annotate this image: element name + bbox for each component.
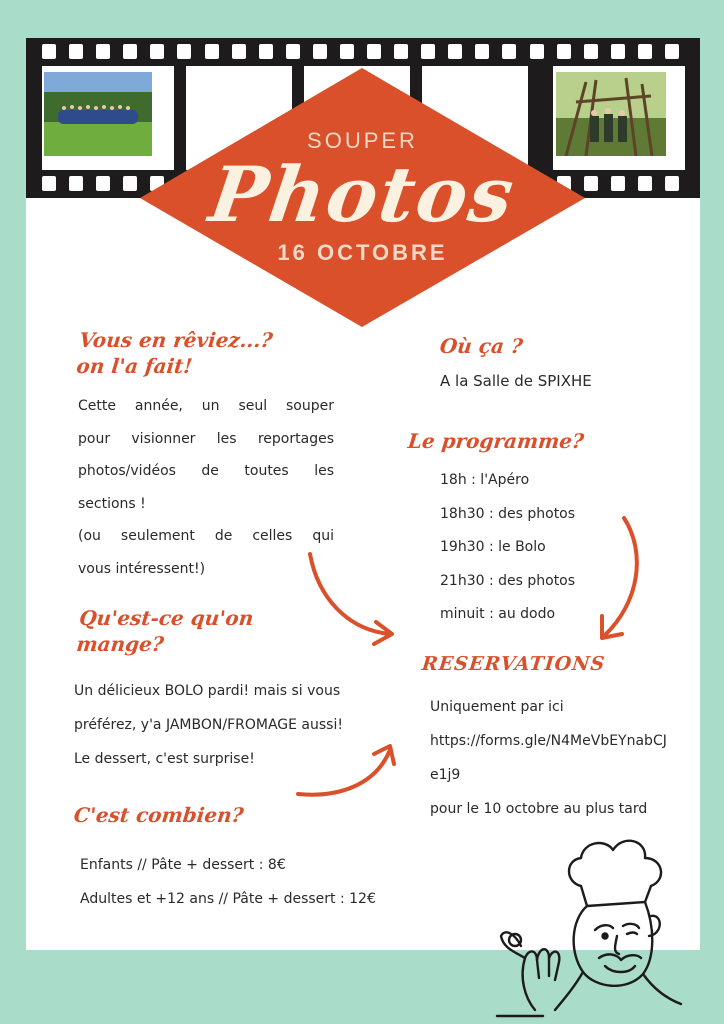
program-item: 21h30 : des photos xyxy=(440,572,576,589)
film-hole xyxy=(638,176,652,191)
intro-heading-line2: on l'a fait! xyxy=(75,354,194,378)
film-hole xyxy=(259,44,273,59)
film-hole xyxy=(42,176,56,191)
film-hole xyxy=(665,176,679,191)
chef-illustration-icon xyxy=(495,828,685,1018)
intro-line: (ou seulement de celles qui xyxy=(78,528,334,544)
reservations-heading: RESERVATIONS xyxy=(420,653,607,675)
where-text: A la Salle de SPIXHE xyxy=(440,372,592,390)
intro-line: pour visionner les reportages xyxy=(78,430,334,447)
program-heading: Le programme? xyxy=(406,429,586,453)
film-hole xyxy=(313,44,327,59)
program-item: minuit : au dodo xyxy=(440,606,556,622)
film-hole xyxy=(421,44,435,59)
intro-heading xyxy=(75,327,274,379)
price-line: Enfants // Pâte + dessert : 8€ xyxy=(80,857,286,873)
group-photo-left xyxy=(44,72,152,156)
film-hole xyxy=(611,176,625,191)
reservations-line: Uniquement par ici xyxy=(430,699,564,715)
film-hole xyxy=(286,44,300,59)
film-hole xyxy=(232,44,246,59)
price-list xyxy=(80,848,410,916)
header-kicker: SOUPER xyxy=(307,128,418,153)
program-item: 18h : l'Apéro xyxy=(440,472,530,488)
film-hole xyxy=(584,44,598,59)
film-hole xyxy=(205,44,219,59)
film-hole xyxy=(394,44,408,59)
food-heading-line1: Qu'est-ce qu'on xyxy=(78,606,255,630)
event-date: 16 OCTOBRE xyxy=(277,240,448,265)
intro-heading-line1: Vous en rêviez...? xyxy=(78,328,274,352)
film-hole xyxy=(611,44,625,59)
price-heading: C'est combien? xyxy=(72,803,245,827)
food-heading xyxy=(75,605,254,657)
film-hole xyxy=(96,44,110,59)
curved-arrow-icon xyxy=(590,512,650,642)
film-hole xyxy=(530,44,544,59)
film-hole xyxy=(340,44,354,59)
food-heading-line2: mange? xyxy=(75,632,165,656)
program-item: 19h30 : le Bolo xyxy=(440,539,546,555)
film-hole xyxy=(96,176,110,191)
film-hole xyxy=(123,44,137,59)
film-holes-top xyxy=(38,44,688,60)
film-hole xyxy=(557,44,571,59)
intro-line: Cette année, un seul souper xyxy=(78,398,334,414)
curved-arrow-icon xyxy=(290,738,400,802)
reservations-line: pour le 10 octobre au plus tard xyxy=(430,801,648,817)
where-heading: Où ça ? xyxy=(438,334,525,358)
film-hole xyxy=(42,44,56,59)
film-hole xyxy=(448,44,462,59)
reservations-link[interactable]: https://forms.gle/N4MeVbEYnabCJ xyxy=(430,733,667,749)
film-hole xyxy=(502,44,516,59)
film-hole xyxy=(150,44,164,59)
food-line: Le dessert, c'est surprise! xyxy=(74,751,255,767)
film-hole xyxy=(475,44,489,59)
food-line: préférez, y'a JAMBON/FROMAGE aussi! xyxy=(74,717,343,733)
film-hole xyxy=(69,176,83,191)
film-hole xyxy=(69,44,83,59)
reservations-text xyxy=(430,690,700,826)
film-hole xyxy=(665,44,679,59)
price-line: Adultes et +12 ans // Pâte + dessert : 12€ xyxy=(80,891,376,907)
program-item: 18h30 : des photos xyxy=(440,505,576,522)
film-hole xyxy=(638,44,652,59)
intro-line: photos/vidéos de toutes les xyxy=(78,463,334,479)
intro-text xyxy=(78,390,334,585)
film-hole xyxy=(367,44,381,59)
reservations-link-continued[interactable]: e1j9 xyxy=(430,767,461,783)
film-hole xyxy=(177,44,191,59)
food-line: Un délicieux BOLO pardi! mais si vous xyxy=(74,683,341,699)
intro-line: vous intéressent!) xyxy=(78,560,206,577)
film-hole xyxy=(123,176,137,191)
intro-line: sections ! xyxy=(78,495,146,512)
page-title: Photos xyxy=(204,150,521,239)
curved-arrow-icon xyxy=(300,548,410,648)
